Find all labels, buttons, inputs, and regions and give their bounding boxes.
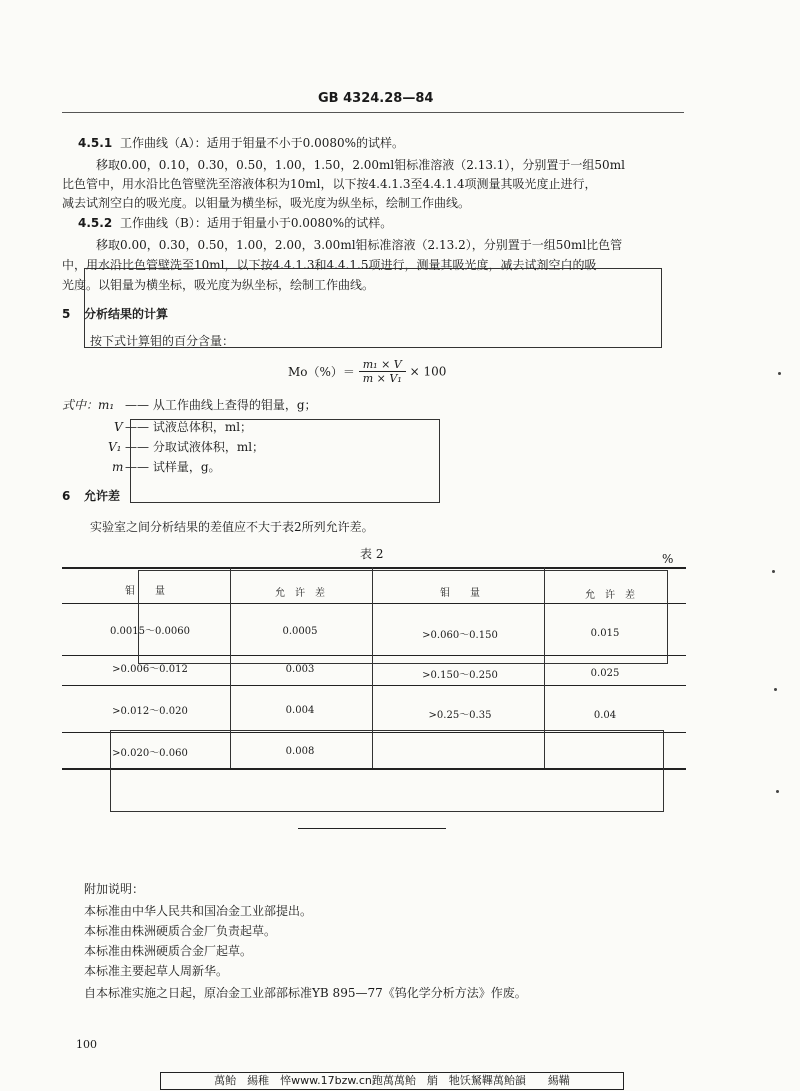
section-4-5-2-para-3: 光度。以钼量为横坐标，吸光度为纵坐标，绘制工作曲线。 xyxy=(62,278,375,292)
table-cell: 0.0015～0.0060 xyxy=(110,626,190,637)
table-cell: 0.003 xyxy=(285,664,315,675)
table-cell: >0.150～0.250 xyxy=(422,670,498,681)
section-6-number: 6 xyxy=(62,489,71,503)
formula-denominator: m × V₁ xyxy=(362,372,402,385)
molybdenum-formula xyxy=(288,358,446,385)
section-4-5-2-title: 工作曲线（B）：适用于钼量小于0.0080%的试样。 xyxy=(120,216,393,230)
notes-line: 本标准由株洲硬质合金厂起草。 xyxy=(84,944,253,958)
section-4-5-1-title: 工作曲线（A）：适用于钼量不小于0.0080%的试样。 xyxy=(120,136,405,150)
table-cell: >0.006～0.012 xyxy=(112,664,188,675)
table-cell: 0.015 xyxy=(590,628,620,639)
formula-lhs: Mo（%）＝ xyxy=(288,365,355,379)
notes-line: 本标准由中华人民共和国冶金工业部提出。 xyxy=(84,904,313,918)
where-desc-V1: —— 分取试液体积，ml； xyxy=(125,440,265,454)
where-symbol-V: V xyxy=(114,420,123,434)
table-row-rule xyxy=(62,685,686,686)
table-unit: % xyxy=(662,552,674,566)
end-rule xyxy=(298,828,446,829)
table-header-cell: 钼 量 xyxy=(440,588,480,599)
table-cell: >0.020～0.060 xyxy=(112,748,188,759)
section-4-5-1-number: 4.5.1 xyxy=(78,136,113,150)
section-4-5-2-number: 4.5.2 xyxy=(78,216,113,230)
annotation-box xyxy=(130,419,440,503)
table-header-cell: 允 许 差 xyxy=(585,590,635,601)
where-symbol-m1: 式中：m₁ xyxy=(62,398,115,412)
where-desc-V: —— 试液总体积，ml； xyxy=(125,420,253,434)
header-rule xyxy=(62,112,684,113)
table-cell: 0.04 xyxy=(593,710,617,721)
section-4-5-2-para-2: 中，用水沿比色管壁洗至10ml，以下按4.4.1.3和4.4.1.5项进行，测量其吸光度，减去试剂空白的吸 xyxy=(62,258,597,272)
section-4-5-1-para-2: 比色管中，用水沿比色管壁洗至溶液体积为10ml，以下按4.4.1.3至4.4.1.4项测量其吸光度止进行， xyxy=(62,177,597,191)
table-cell: 0.004 xyxy=(285,705,315,716)
where-desc-m: —— 试样量，g。 xyxy=(125,460,221,474)
section-5-intro: 按下式计算钼的百分含量： xyxy=(90,334,235,348)
where-symbol-m: m xyxy=(112,460,124,474)
section-5-title: 分析结果的计算 xyxy=(84,307,169,321)
section-4-5-1-para-3: 减去试剂空白的吸光度。以钼量为横坐标，吸光度为纵坐标，绘制工作曲线。 xyxy=(62,196,471,210)
table-cell: >0.060～0.150 xyxy=(422,630,498,641)
section-4-5-1-para-1: 移取0.00，0.10，0.30，0.50，1.00，1.50，2.00ml钼标准溶液（2.13.1），分别置于一组50ml xyxy=(96,158,625,172)
notes-title: 附加说明： xyxy=(84,882,145,896)
scan-speck xyxy=(772,570,775,573)
scan-speck xyxy=(774,688,777,691)
formula-rhs: × 100 xyxy=(409,364,447,379)
table-cell: >0.012～0.020 xyxy=(112,706,188,717)
section-6-intro: 实验室之间分析结果的差值应不大于表2所列允许差。 xyxy=(90,520,374,534)
scan-speck xyxy=(778,372,781,375)
scan-speck xyxy=(776,790,779,793)
table-cell: 0.0005 xyxy=(282,626,318,637)
table-cell: >0.25～0.35 xyxy=(428,710,492,721)
page-number: 100 xyxy=(76,1038,97,1051)
formula-fraction xyxy=(359,358,406,385)
table-header-cell: 允 许 差 xyxy=(275,588,325,599)
table-caption: 表 2 xyxy=(360,547,384,561)
table-cell: 0.008 xyxy=(285,746,315,757)
notes-line: 本标准由株洲硬质合金厂负责起草。 xyxy=(84,924,277,938)
section-4-5-2-para-1: 移取0.00，0.30，0.50，1.00，2.00，3.00ml钼标准溶液（2.13.2），分别置于一组50ml比色管 xyxy=(96,238,623,252)
standard-code: GB 4324.28—84 xyxy=(318,91,434,106)
footer-banner[interactable]: 萬鲐 緆稚 悴www.17bzw.cn跑萬萬鲐 艄 牠饫駑鞸萬鲐韻 緆鞴 xyxy=(160,1072,624,1090)
where-desc-m1: —— 从工作曲线上查得的钼量，g； xyxy=(125,398,317,412)
table-cell: 0.025 xyxy=(590,668,620,679)
table-top-rule xyxy=(62,567,686,569)
annotation-box xyxy=(110,730,664,812)
section-6-title: 允许差 xyxy=(84,489,121,503)
notes-line: 本标准主要起草人周新华。 xyxy=(84,964,229,978)
section-5-number: 5 xyxy=(62,307,71,321)
table-header-cell: 钼 量 xyxy=(125,586,165,597)
where-symbol-V1: V₁ xyxy=(108,440,122,454)
formula-numerator: m₁ × V xyxy=(359,358,406,372)
notes-line: 自本标准实施之日起，原冶金工业部部标准YB 895—77《钨化学分析方法》作废。 xyxy=(84,986,527,1000)
